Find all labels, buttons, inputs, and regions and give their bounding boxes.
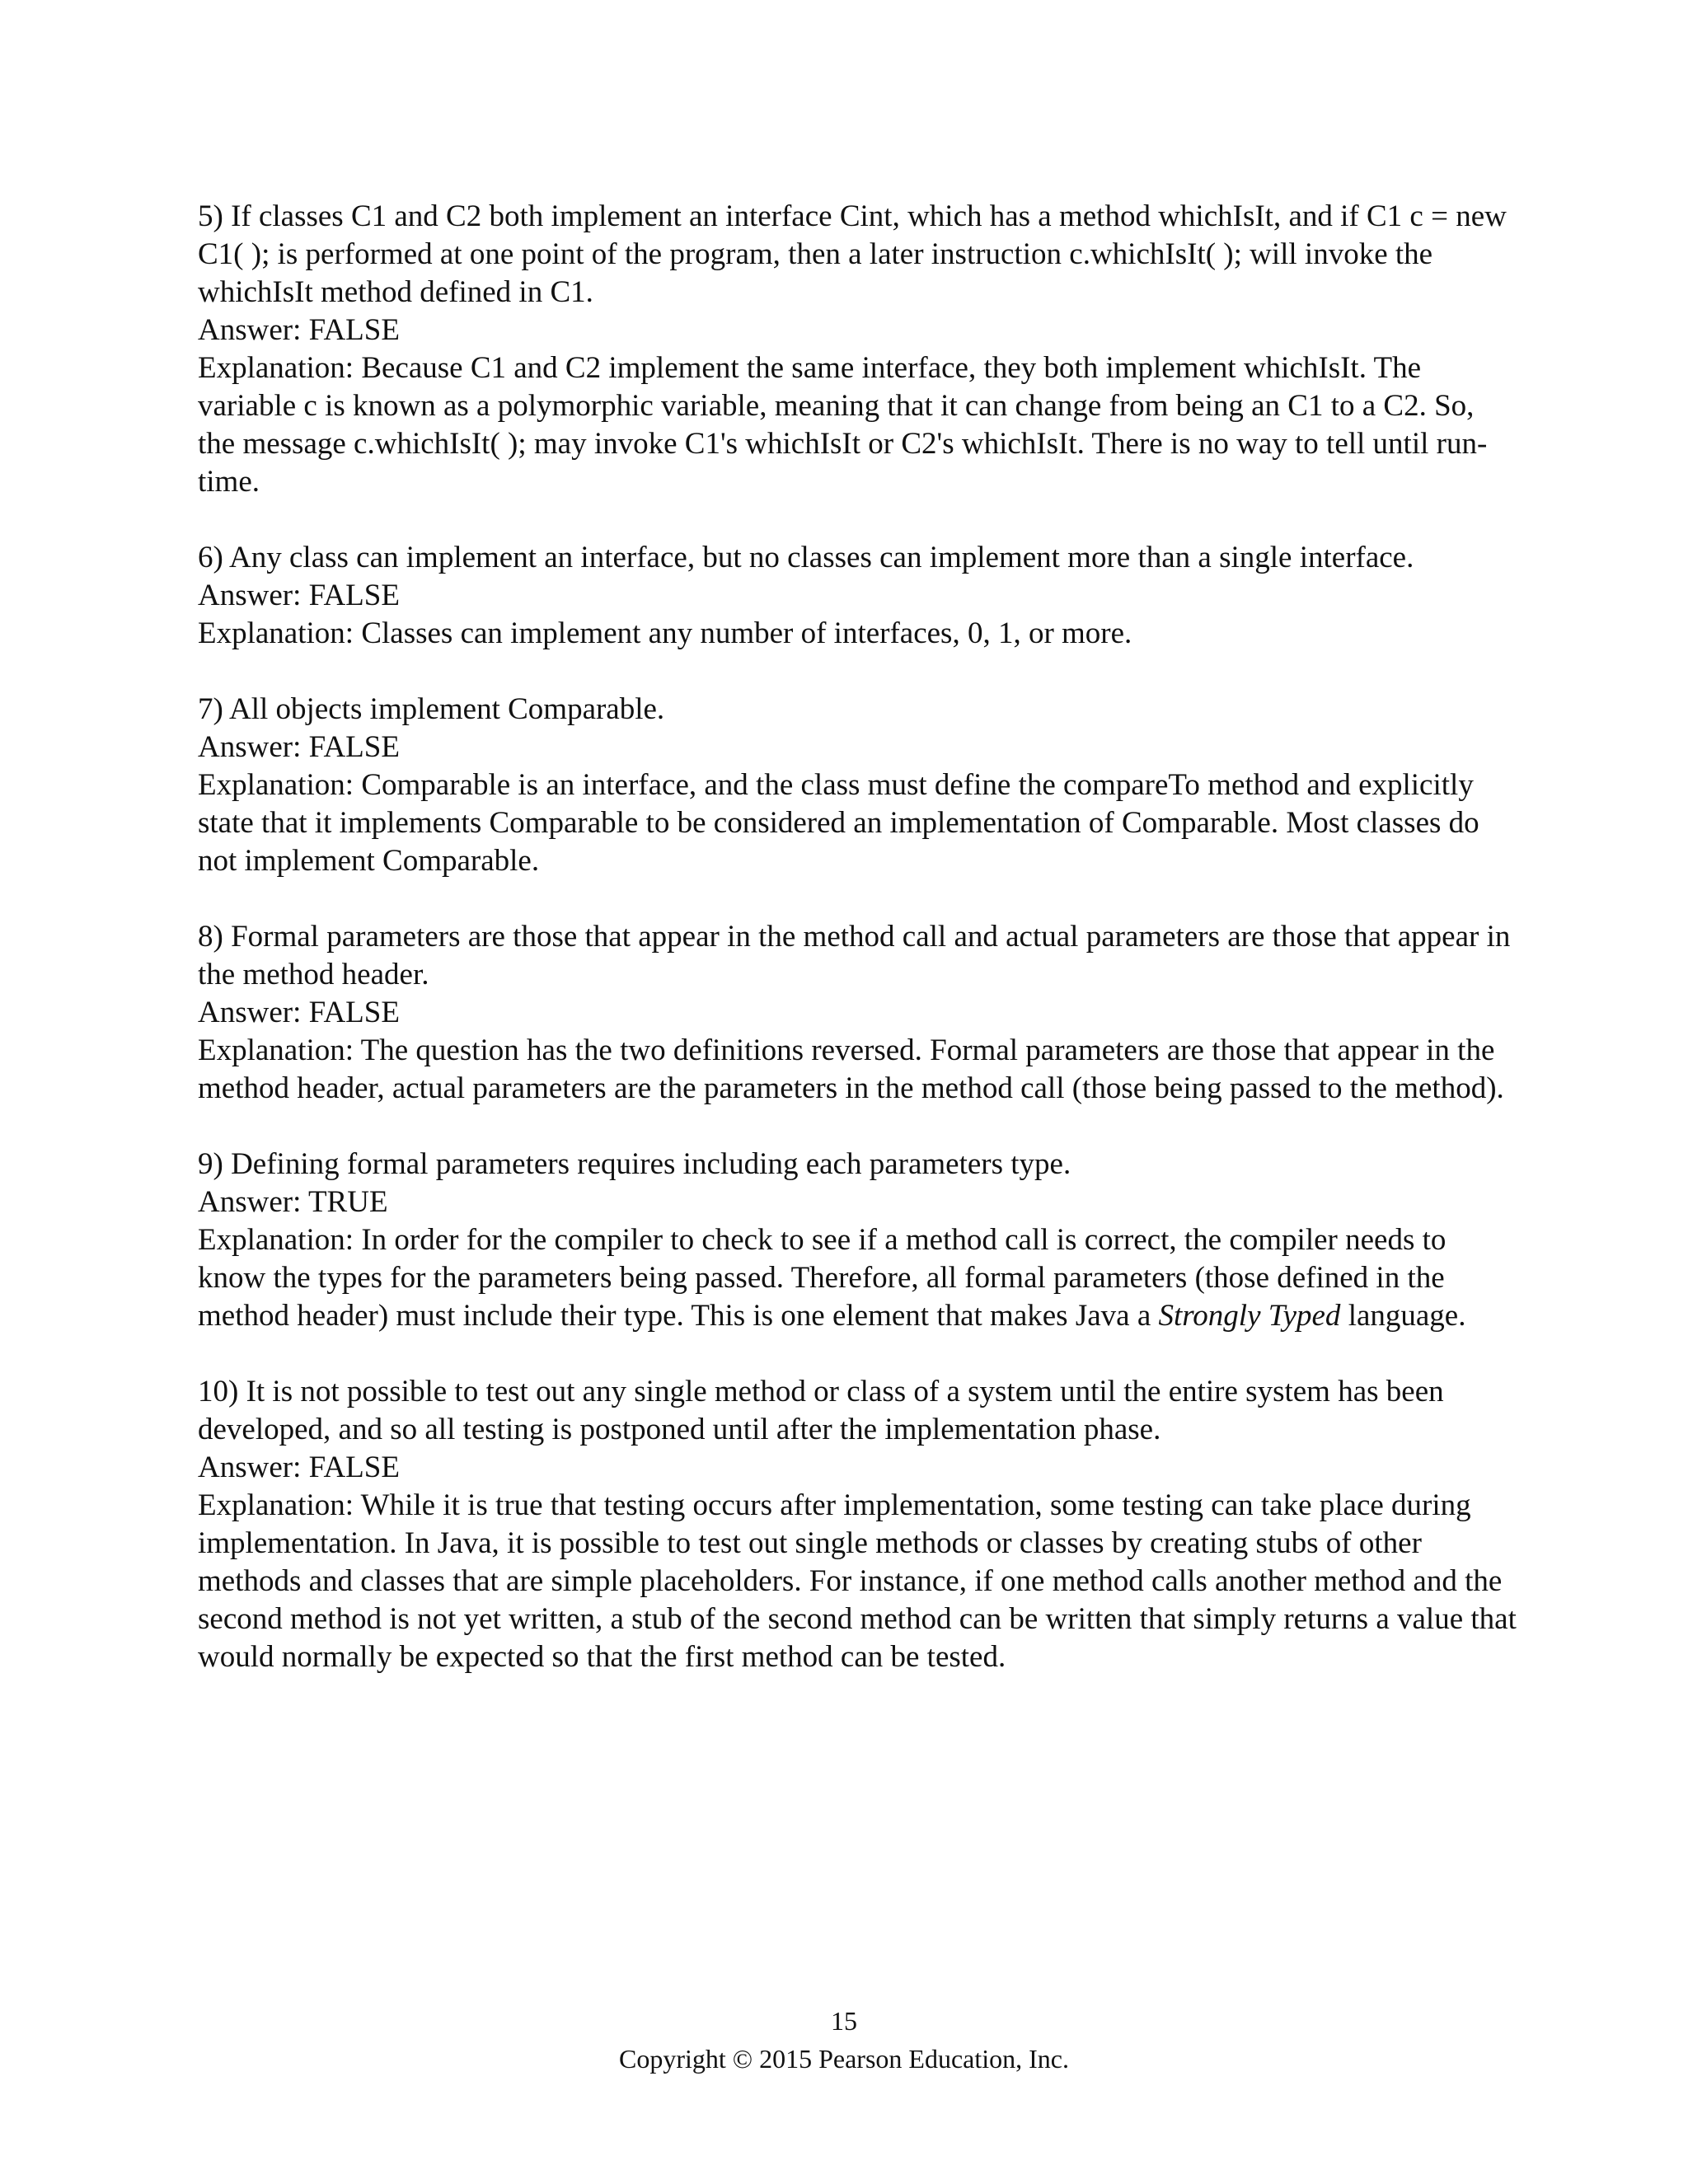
explanation-text: Explanation: Because C1 and C2 implement the same interface, they both implement whichIsIt. The variable c is known as a polymorphic variable, meaning that it can change from being an C1 to a C2. So, the message c.whichIsIt( ); may invoke C1's whichIsIt or C2's whichIsIt. There is no way to tell until run-time. [198,351,1488,499]
question-text: 10) It is not possible to test out any single method or class of a system until the entire system has been developed, and so all testing is postponed until after the implementation phase. [198,1375,1444,1446]
answer-text: Answer: TRUE [198,1185,388,1219]
question-text: 5) If classes C1 and C2 both implement an interface Cint, which has a method whichIsIt, and if C1 c = new C1( ); is performed at one point of the program, then a later instruction c.whichIsIt( ); will invoke the whichIsIt method defined in C1. [198,199,1507,309]
question-text: 8) Formal parameters are those that appear in the method call and actual parameters are those that appear in the method header. [198,920,1511,991]
explanation-emphasis: Strongly Typed [1158,1299,1341,1333]
question-block-5 [198,198,1517,501]
explanation-text: Explanation: Comparable is an interface, and the class must define the compareTo method and explicitly state that it implements Comparable to be considered an implementation of Comparable. Most classes do not implement Comparable. [198,768,1479,878]
explanation-text: Explanation: The question has the two definitions reversed. Formal parameters are those that appear in the method header, actual parameters are the parameters in the method call (those being passed to the method). [198,1033,1504,1105]
answer-text: Answer: FALSE [198,730,400,764]
explanation-text: Explanation: Classes can implement any number of interfaces, 0, 1, or more. [198,616,1132,650]
question-block-8 [198,918,1517,1108]
question-text: 9) Defining formal parameters requires including each parameters type. [198,1147,1071,1181]
question-block-6 [198,539,1517,653]
answer-text: Answer: FALSE [198,996,400,1029]
copyright-notice: Copyright © 2015 Pearson Education, Inc. [619,2044,1069,2074]
question-block-10 [198,1373,1517,1676]
question-block-9 [198,1146,1517,1335]
explanation-text [198,1221,1517,1335]
question-text: 7) All objects implement Comparable. [198,692,665,726]
explanation-end: language. [1348,1299,1466,1333]
question-text: 6) Any class can implement an interface, but no classes can implement more than a single interface. [198,541,1414,574]
document-body [198,198,1517,1714]
answer-text: Answer: FALSE [198,579,400,612]
explanation-text: Explanation: While it is true that testing occurs after implementation, some testing can take place during implementation. In Java, it is possible to test out single methods or classes by creating stubs of other methods and classes that are simple placeholders. For instance, if one method calls another method and the second method is not yet written, a stub of the second method can be written that simply returns a value that would normally be expected so that the first method can be tested. [198,1488,1517,1674]
page-number: 15 [831,2006,857,2036]
explanation-main: Explanation: In order for the compiler to check to see if a method call is correct, the compiler needs to know the types for the parameters being passed. Therefore, all formal parameters (those defined in the method header) must include their type. This is one element that makes Java a [198,1223,1447,1333]
answer-text: Answer: FALSE [198,313,400,347]
question-block-7 [198,691,1517,880]
answer-text: Answer: FALSE [198,1451,400,1484]
